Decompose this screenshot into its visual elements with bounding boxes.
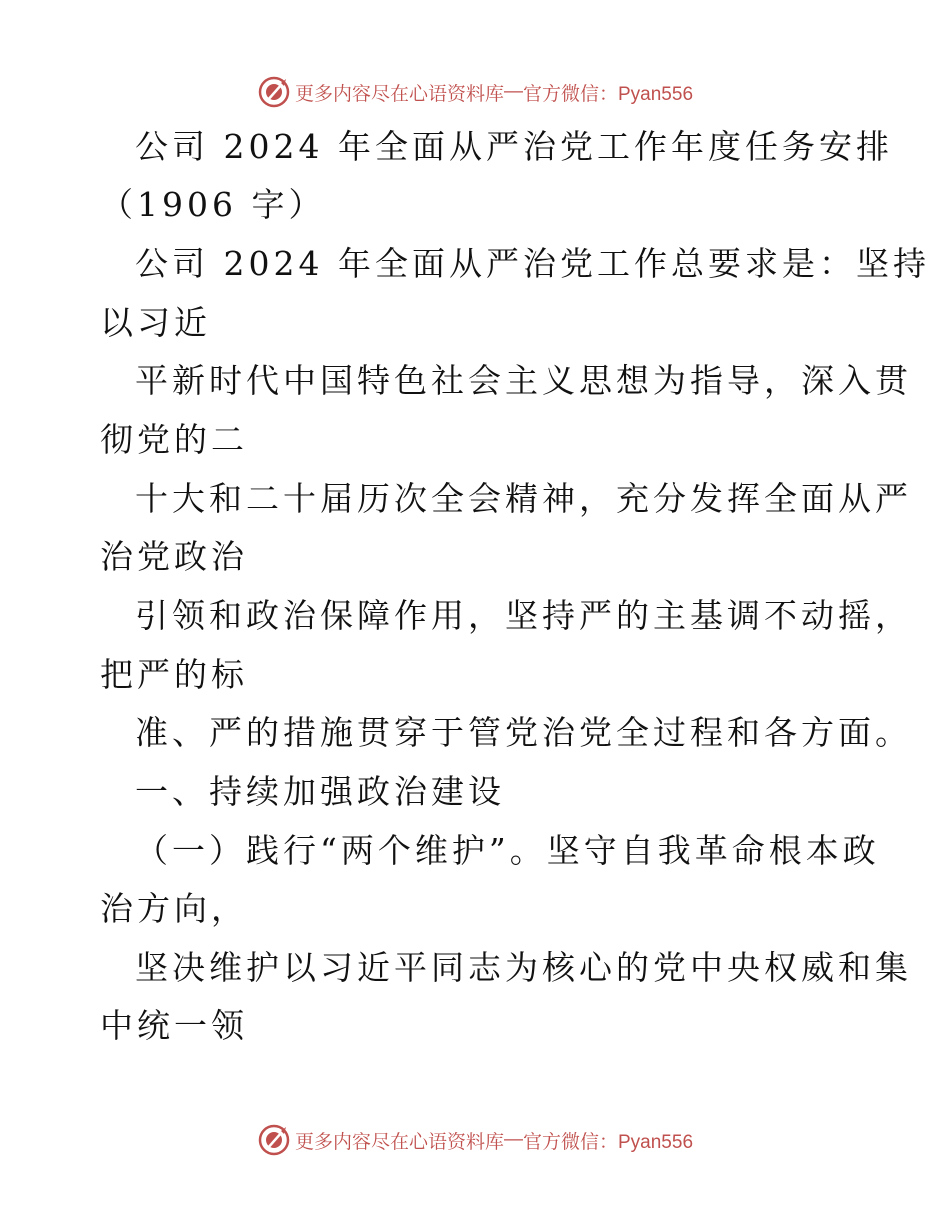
footer-banner-dash: — [504,1129,523,1150]
paragraph-line: 公司 2024 年全面从严治党工作总要求是：坚持 [135,244,930,283]
footer-banner-account: 官方微信：Pyan556 [523,1131,694,1153]
subsection-heading: （一）践行“两个维护”。坚守自我革命根本政 [135,831,880,870]
paragraph-line: 把严的标 [100,655,248,694]
paragraph-line: 平新时代中国特色社会主义思想为指导，深入贯 [135,361,912,400]
document-title: 公司 2024 年全面从严治党工作年度任务安排 [135,127,893,166]
logo-seal-icon [257,75,291,109]
header-banner-account: 官方微信：Pyan556 [523,83,694,105]
header-banner-dash: — [504,81,523,102]
paragraph-line: 坚决维护以习近平同志为核心的党中央权威和集 [135,948,912,987]
header-banner-text: 更多内容尽在心语资料库 [294,83,504,105]
section-heading: 一、持续加强政治建设 [135,772,505,811]
logo-seal-icon [257,1123,291,1157]
paragraph-line: 彻党的二 [100,420,248,459]
footer-watermark-banner [0,1120,950,1160]
paragraph-line: 十大和二十届历次全会精神，充分发挥全面从严 [135,479,912,518]
document-title-wordcount: （1906 字） [100,185,326,224]
paragraph-line: 治党政治 [100,537,248,576]
paragraph-line: 引领和政治保障作用，坚持严的主基调不动摇， [135,596,912,635]
paragraph-line: 治方向， [100,889,248,928]
footer-banner-text: 更多内容尽在心语资料库 [294,1131,504,1153]
paragraph-line: 准、严的措施贯穿于管党治党全过程和各方面。 [135,713,912,752]
header-watermark-banner [0,72,950,112]
paragraph-line: 中统一领 [100,1006,248,1045]
paragraph-line: 以习近 [100,303,211,342]
